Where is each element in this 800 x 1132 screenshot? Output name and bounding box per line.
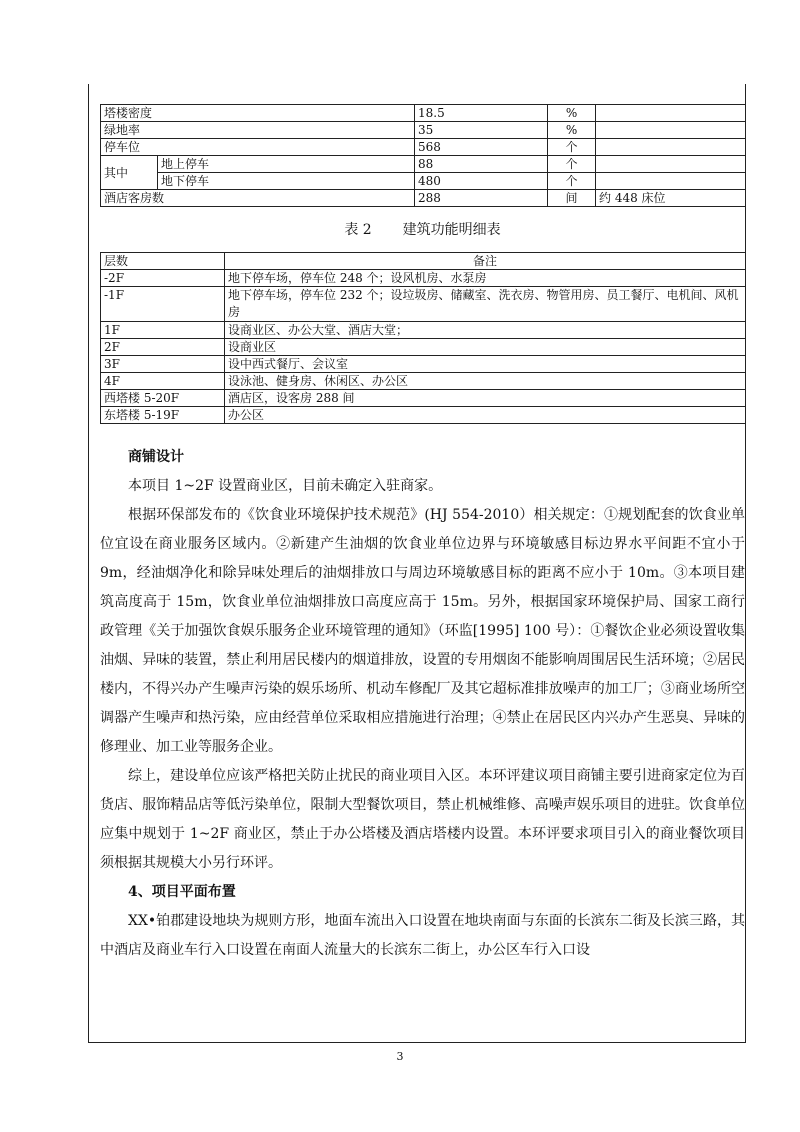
floor-cell: 2F: [101, 339, 225, 356]
section-heading-layout: 4、项目平面布置: [128, 884, 236, 900]
table-caption: [100, 220, 745, 240]
paragraph: 本项目 1~2F 设置商业区，目前未确定入驻商家。: [128, 478, 443, 494]
table-row: [101, 287, 746, 322]
floor-cell: -1F: [101, 287, 225, 322]
table2-container: [100, 252, 745, 424]
row-label: 塔楼密度: [101, 105, 415, 122]
table-header-row: [101, 253, 746, 270]
paragraph: XX•铂郡建设地块为规则方形，地面车流出入口设置在地块南面与东面的长滨东二街及长滨三路，其中酒店及商业车行入口设置在南面人流量大的长滨东二街上，办公区车行入口设: [100, 913, 745, 958]
row-note: [596, 173, 746, 190]
row-unit: 间: [548, 190, 596, 207]
row-note: [596, 105, 746, 122]
table-row: [101, 356, 746, 373]
row-label: 地下停车: [158, 173, 415, 190]
table-row: [101, 122, 746, 139]
note-cell: 酒店区，设客房 288 间: [225, 390, 746, 407]
row-unit: %: [548, 122, 596, 139]
table-row: [101, 139, 746, 156]
row-value: 568: [415, 139, 548, 156]
row-value: 35: [415, 122, 548, 139]
row-note: [596, 139, 746, 156]
table-row: [101, 173, 746, 190]
note-cell: 设商业区、办公大堂、酒店大堂；: [225, 322, 746, 339]
paragraph: 综上，建设单位应该严格把关防止扰民的商业项目入区。本环评建议项目商铺主要引进商家定位为百货店、服饰精品店等低污染单位，限制大型餐饮项目，禁止机械维修、高噪声娱乐项目的进驻。饮食单位应集中规划于 1~2F 商业区，禁止于办公塔楼及酒店塔楼内设置。本环评要求项目引入的商业餐饮项目须根据其规模大小另行环评。: [100, 768, 745, 871]
row-note: [596, 156, 746, 173]
body-text: [100, 443, 745, 965]
paragraph: 根据环保部发布的《饮食业环境保护技术规范》(HJ 554-2010）相关规定：①规划配套的饮食业单位宜设在商业服务区域内。②新建产生油烟的饮食业单位边界与环境敏感目标边界水平间距不宜小于 9m，经油烟净化和除异味处理后的油烟排放口与周边环境敏感目标的距离不应小于 10m。③本项目建筑高度高于 15m，饮食业单位油烟排放口高度应高于 15m。另外，根据国家环境保护局、国家工商行政管理《关于加强饮食娱乐服务企业环境管理的通知》（环监[1995] 100 号）：①餐饮企业必须设置收集油烟、异味的装置，禁止利用居民楼内的烟道排放，设置的专用烟囱不能影响周围居民生活环境；②居民楼内，不得兴办产生噪声污染的娱乐场所、机动车修配厂及其它超标准排放噪声的加工厂；③商业场所空调器产生噪声和热污染，应由经营单位采取相应措施进行治理；④禁止在居民区内兴办产生恶臭、异味的修理业、加工业等服务企业。: [100, 507, 745, 755]
row-value: 18.5: [415, 105, 548, 122]
caption-title: 建筑功能明细表: [402, 222, 501, 238]
table-row: [101, 270, 746, 287]
table-row: [101, 105, 746, 122]
table-row: [101, 407, 746, 424]
note-cell: 设泳池、健身房、休闲区、办公区: [225, 373, 746, 390]
section-heading-shop: 商铺设计: [128, 449, 184, 465]
table-row: [101, 156, 746, 173]
row-value: 288: [415, 190, 548, 207]
table-row: [101, 339, 746, 356]
floor-cell: -2F: [101, 270, 225, 287]
caption-number: 表 2: [344, 222, 372, 238]
row-label: 绿地率: [101, 122, 415, 139]
row-label: 地上停车: [158, 156, 415, 173]
note-cell: 设商业区: [225, 339, 746, 356]
floor-cell: 3F: [101, 356, 225, 373]
row-unit: 个: [548, 139, 596, 156]
row-label: 酒店客房数: [101, 190, 415, 207]
col-header-note: 备注: [225, 253, 746, 270]
table-row: [101, 322, 746, 339]
row-unit: %: [548, 105, 596, 122]
note-cell: 地下停车场，停车位 232 个；设垃圾房、储藏室、洗衣房、物管用房、员工餐厅、电机间、风机房: [225, 287, 746, 322]
note-cell: 设中西式餐厅、会议室: [225, 356, 746, 373]
row-note: [596, 122, 746, 139]
group-label: 其中: [101, 156, 158, 190]
floor-cell: 4F: [101, 373, 225, 390]
floor-cell: 东塔楼 5-19F: [101, 407, 225, 424]
row-value: 480: [415, 173, 548, 190]
row-label: 停车位: [101, 139, 415, 156]
note-cell: 地下停车场，停车位 248 个；设风机房、水泵房: [225, 270, 746, 287]
row-note: 约 448 床位: [596, 190, 746, 207]
row-value: 88: [415, 156, 548, 173]
table-row: [101, 390, 746, 407]
table-row: [101, 373, 746, 390]
floor-cell: 西塔楼 5-20F: [101, 390, 225, 407]
note-cell: 办公区: [225, 407, 746, 424]
table1: [100, 104, 746, 207]
table1-container: [100, 104, 745, 207]
row-unit: 个: [548, 173, 596, 190]
col-header-floor: 层数: [101, 253, 225, 270]
row-unit: 个: [548, 156, 596, 173]
page-number: 3: [396, 1050, 404, 1063]
table-row: [101, 190, 746, 207]
table2: [100, 252, 746, 424]
floor-cell: 1F: [101, 322, 225, 339]
